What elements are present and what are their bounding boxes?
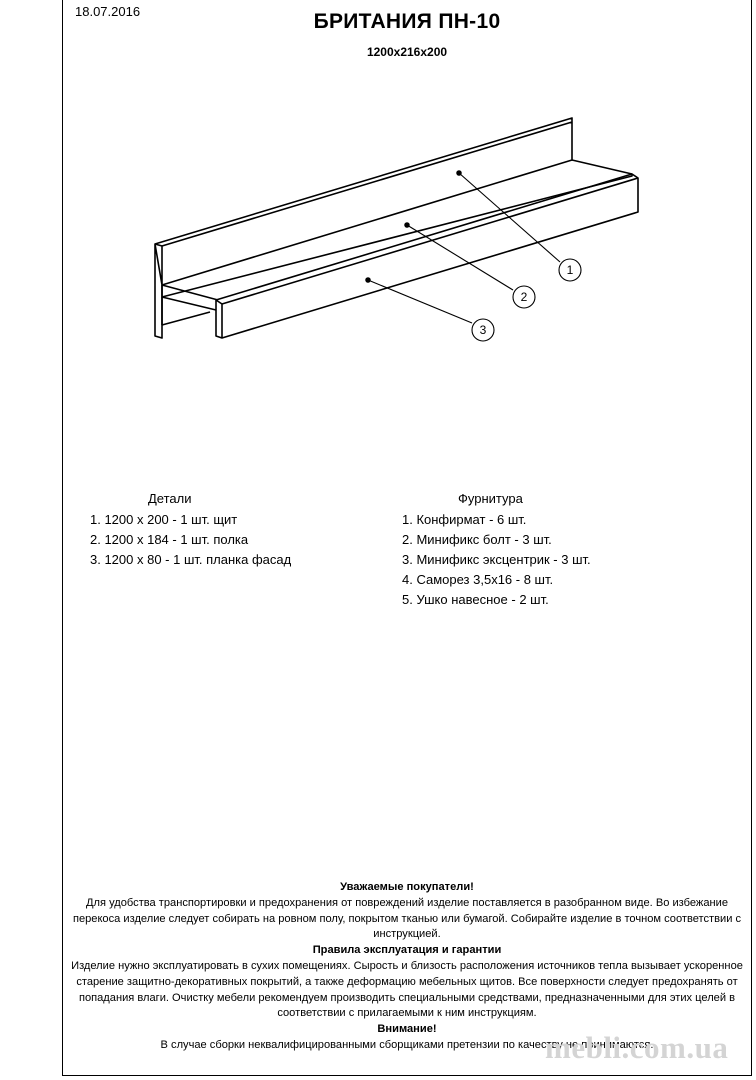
parts-title: Детали: [148, 491, 192, 506]
parts-item: 2. 1200 х 184 - 1 шт. полка: [90, 532, 249, 547]
hardware-list: [402, 510, 591, 610]
notes-heading-rules: Правила эксплуатация и гарантии: [312, 944, 502, 957]
hardware-item: 3. Минификс эксцентрик - 3 шт.: [402, 552, 591, 567]
document-date: 18.07.2016: [75, 4, 141, 19]
notes-section: [66, 880, 748, 1054]
product-title: БРИТАНИЯ ПН-10: [313, 10, 501, 33]
notes-text-assembly: Для удобства транспортировки и предохранения от повреждений изделие поставляется в разобранном виде. Во избежание перекоса изделие следует собирать на ровном полу, покрытом тканью или бумагой. Собирайте изделие в точном соответствии с инструкцией.: [72, 896, 742, 941]
callout-1-leader: [459, 173, 560, 262]
back-panel: [155, 118, 572, 338]
front-rail: [216, 174, 638, 338]
callout-2-leader: [407, 225, 513, 290]
hardware-item: 1. Конфирмат - 6 шт.: [402, 512, 527, 527]
notes-text-usage: Изделие нужно эксплуатировать в сухих помещениях. Сырость и близость расположения источников тепла вызывает ускоренное старение защитно-декоративных покрытий, а также деформацию мебельных щитов. Все поверхности следует предохранять от попадания влаги. Очистку мебели рекомендуем производить специальными средствами, предназначенными для этих целей в соответствии с прилагаемыми к ним инструкциям.: [71, 959, 743, 1020]
product-dimensions: 1200x216x200: [366, 45, 448, 59]
callout-2-label: 2: [520, 290, 528, 304]
parts-item: 1. 1200 х 200 - 1 шт. щит: [90, 512, 238, 527]
notes-heading-attention: Внимание!: [377, 1023, 437, 1036]
callout-1-label: 1: [566, 263, 574, 277]
parts-list: [90, 510, 291, 570]
hardware-item: 5. Ушко навесное - 2 шт.: [402, 592, 549, 607]
callout-3-leader: [368, 280, 472, 323]
watermark: mebli.com.ua: [545, 1030, 729, 1065]
hardware-item: 4. Саморез 3,5х16 - 8 шт.: [402, 572, 554, 587]
shelf-end: [162, 297, 210, 325]
hardware-item: 2. Минификс болт - 3 шт.: [402, 532, 552, 547]
hardware-title: Фурнитура: [458, 491, 523, 506]
parts-item: 3. 1200 х 80 - 1 шт. планка фасад: [90, 552, 292, 567]
callout-3-label: 3: [479, 323, 487, 337]
notes-text-warning: В случае сборки неквалифицированными сборщиками претензии по качеству не принимаются.: [160, 1038, 654, 1051]
notes-heading-customers: Уважаемые покупатели!: [340, 881, 474, 893]
